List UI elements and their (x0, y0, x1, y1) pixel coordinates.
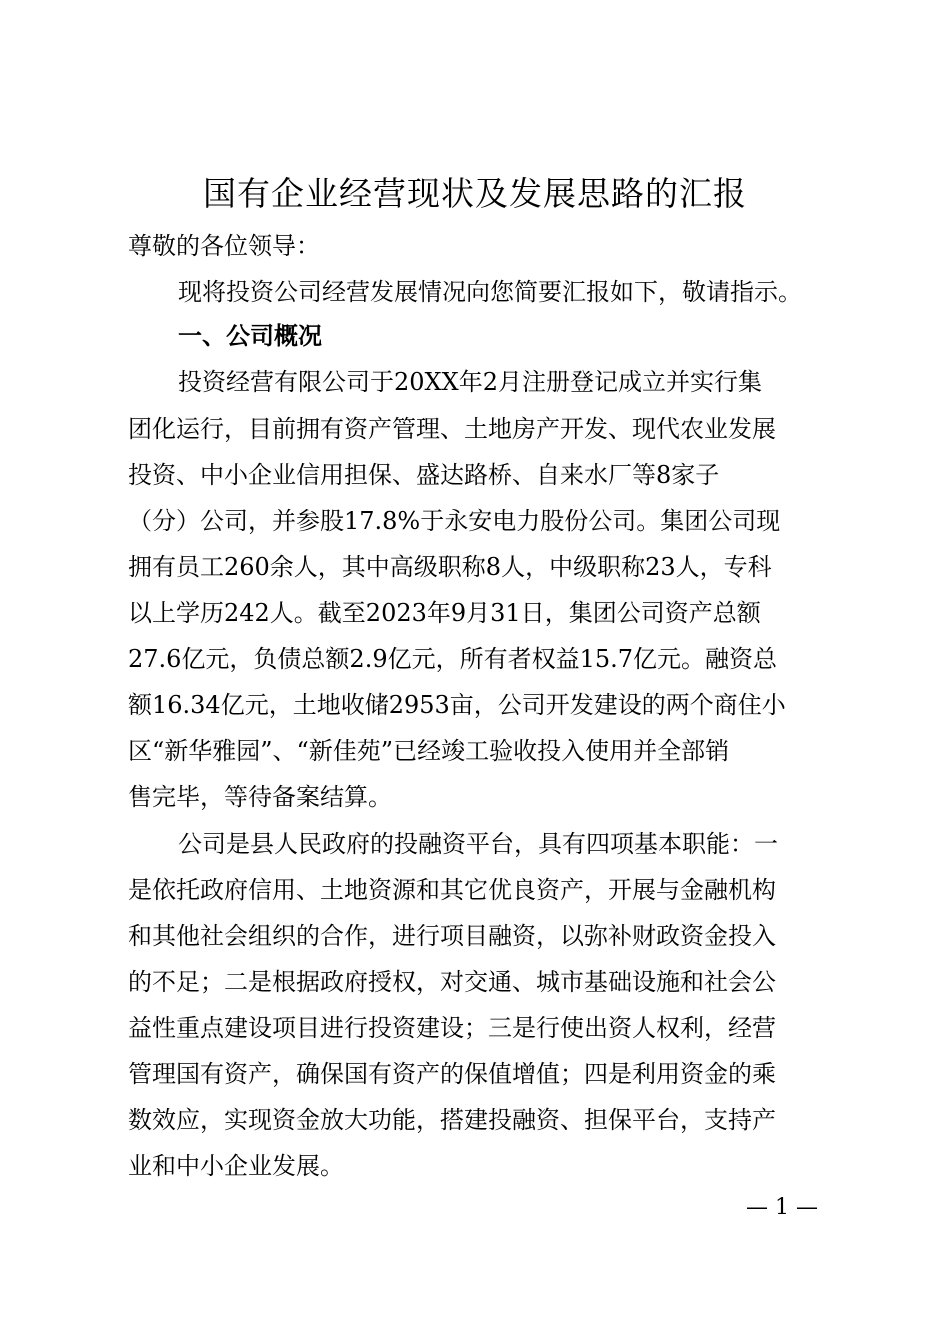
paragraph-line: 额16.34亿元，土地收储2953亩，公司开发建设的两个商住小 (128, 691, 786, 719)
paragraph-line: 投资经营有限公司于20XX年2月注册登记成立并实行集 (178, 368, 762, 396)
paragraph-line: 是依托政府信用、土地资源和其它优良资产，开展与金融机构 (128, 876, 776, 904)
paragraph-line: 27.6亿元，负债总额2.9亿元，所有者权益15.7亿元。融资总 (128, 645, 778, 673)
greeting: 尊敬的各位领导： (128, 232, 320, 260)
paragraph-line: 以上学历242人。截至2023年9月31日，集团公司资产总额 (128, 599, 761, 627)
paragraph-line: 益性重点建设项目进行投资建设；三是行使出资人权利，经营 (128, 1014, 776, 1042)
paragraph-line: 公司是县人民政府的投融资平台，具有四项基本职能：一 (178, 830, 778, 858)
intro-paragraph: 现将投资公司经营发展情况向您简要汇报如下，敬请指示。 (178, 278, 802, 306)
paragraph-line: 拥有员工260余人，其中高级职称8人，中级职称23人，专科 (128, 553, 772, 581)
paragraph-line: 管理国有资产，确保国有资产的保值增值；四是利用资金的乘 (128, 1060, 776, 1088)
section-heading: 一、公司概况 (178, 322, 322, 350)
paragraph-line: 数效应，实现资金放大功能，搭建投融资、担保平台，支持产 (128, 1106, 776, 1134)
page-number: — 1 — (746, 1195, 818, 1220)
paragraph-line: 投资、中小企业信用担保、盛达路桥、自来水厂等8家子 (128, 461, 720, 489)
paragraph-line: 和其他社会组织的合作，进行项目融资，以弥补财政资金投入 (128, 922, 776, 950)
document-title: 国有企业经营现状及发展思路的汇报 (203, 174, 747, 213)
paragraph-line: （分）公司，并参股17.8%于永安电力股份公司。集团公司现 (128, 507, 781, 535)
paragraph-line: 团化运行，目前拥有资产管理、土地房产开发、现代农业发展 (128, 415, 776, 443)
paragraph-line: 售完毕，等待备案结算。 (128, 783, 392, 811)
paragraph-line: 的不足；二是根据政府授权，对交通、城市基础设施和社会公 (128, 968, 776, 996)
paragraph-line: 业和中小企业发展。 (128, 1152, 344, 1180)
paragraph-line: 区“新华雅园”、“新佳苑”已经竣工验收投入使用并全部销 (128, 737, 730, 765)
